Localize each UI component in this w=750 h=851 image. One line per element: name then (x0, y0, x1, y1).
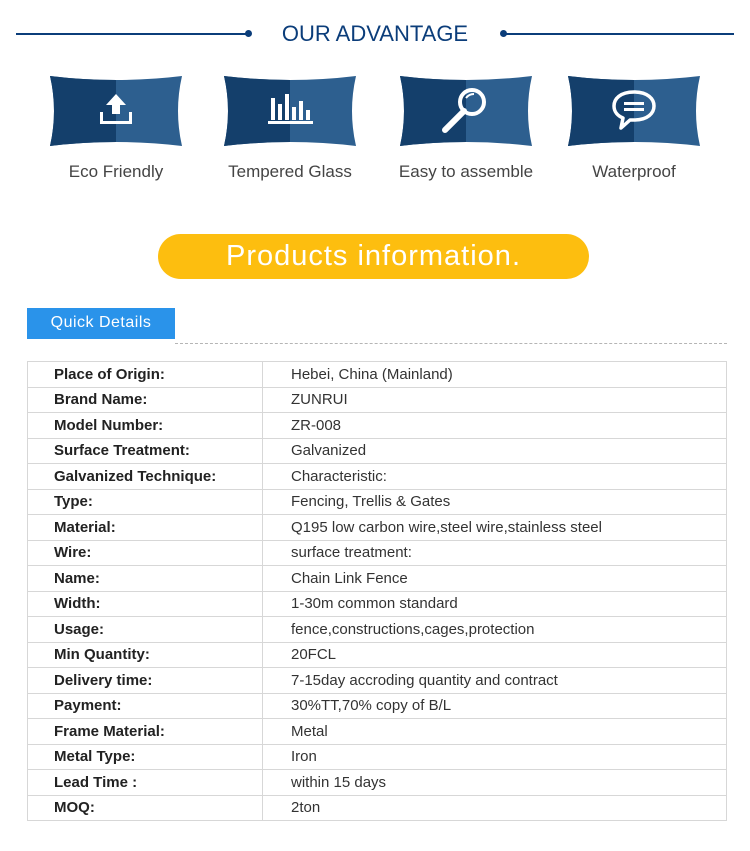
spec-key: Lead Time : (28, 770, 263, 796)
table-row (28, 540, 727, 566)
spec-value: Metal (263, 719, 727, 745)
table-row (28, 464, 727, 490)
table-row (28, 770, 727, 796)
spec-key: Material: (28, 515, 263, 541)
advantage-tempered-glass (222, 74, 372, 194)
table-row (28, 591, 727, 617)
advantage-header (0, 20, 750, 50)
table-row (28, 515, 727, 541)
spec-key: Metal Type: (28, 744, 263, 770)
table-row (28, 795, 727, 821)
spec-value: Hebei, China (Mainland) (263, 362, 727, 388)
spec-value: Iron (263, 744, 727, 770)
spec-key: Frame Material: (28, 719, 263, 745)
spec-key: Usage: (28, 617, 263, 643)
spec-value: Fencing, Trellis & Gates (263, 489, 727, 515)
spec-key: Surface Treatment: (28, 438, 263, 464)
advantage-label: Easy to assemble (398, 162, 534, 181)
table-row (28, 668, 727, 694)
spec-value: ZUNRUI (263, 387, 727, 413)
spec-key: Model Number: (28, 413, 263, 439)
table-row (28, 566, 727, 592)
spec-key: MOQ: (28, 795, 263, 821)
spec-value: Galvanized (263, 438, 727, 464)
spec-key: Name: (28, 566, 263, 592)
table-row (28, 387, 727, 413)
advantage-waterproof (566, 74, 716, 194)
magnifier-icon (398, 74, 534, 148)
advantage-eco-friendly (48, 74, 198, 194)
table-row (28, 642, 727, 668)
spec-value: Chain Link Fence (263, 566, 727, 592)
products-information-banner: Products information. (158, 234, 589, 279)
advantage-label: Waterproof (592, 162, 676, 181)
header-rule-left (16, 33, 248, 35)
spec-value: 30%TT,70% copy of B/L (263, 693, 727, 719)
spec-key: Galvanized Technique: (28, 464, 263, 490)
spec-value: 1-30m common standard (263, 591, 727, 617)
spec-value: 20FCL (263, 642, 727, 668)
spec-value: 7-15day accroding quantity and contract (263, 668, 727, 694)
spec-key: Delivery time: (28, 668, 263, 694)
spec-key: Place of Origin: (28, 362, 263, 388)
spec-key: Brand Name: (28, 387, 263, 413)
chat-bubble-icon (566, 74, 702, 148)
advantage-title: OUR ADVANTAGE (281, 21, 469, 46)
advantage-label: Eco Friendly (68, 162, 164, 181)
spec-key: Type: (28, 489, 263, 515)
quick-details-tab[interactable]: Quick Details (27, 308, 175, 339)
advantage-easy-assemble (398, 74, 548, 194)
quick-details-divider (175, 343, 727, 344)
spec-value: 2ton (263, 795, 727, 821)
advantage-label: Tempered Glass (228, 162, 352, 181)
header-rule-right (504, 33, 734, 35)
table-row (28, 693, 727, 719)
spec-table (27, 361, 727, 821)
bar-chart-icon (222, 74, 358, 148)
spec-key: Wire: (28, 540, 263, 566)
spec-value: ZR-008 (263, 413, 727, 439)
spec-key: Payment: (28, 693, 263, 719)
spec-key: Width: (28, 591, 263, 617)
table-row (28, 744, 727, 770)
table-row (28, 362, 727, 388)
upload-tray-icon (48, 74, 184, 148)
table-row (28, 617, 727, 643)
spec-value: within 15 days (263, 770, 727, 796)
spec-value: Characteristic: (263, 464, 727, 490)
table-row (28, 413, 727, 439)
spec-key: Min Quantity: (28, 642, 263, 668)
spec-value: surface treatment: (263, 540, 727, 566)
table-row (28, 719, 727, 745)
spec-value: fence,constructions,cages,protection (263, 617, 727, 643)
spec-value: Q195 low carbon wire,steel wire,stainless steel (263, 515, 727, 541)
table-row (28, 438, 727, 464)
table-row (28, 489, 727, 515)
